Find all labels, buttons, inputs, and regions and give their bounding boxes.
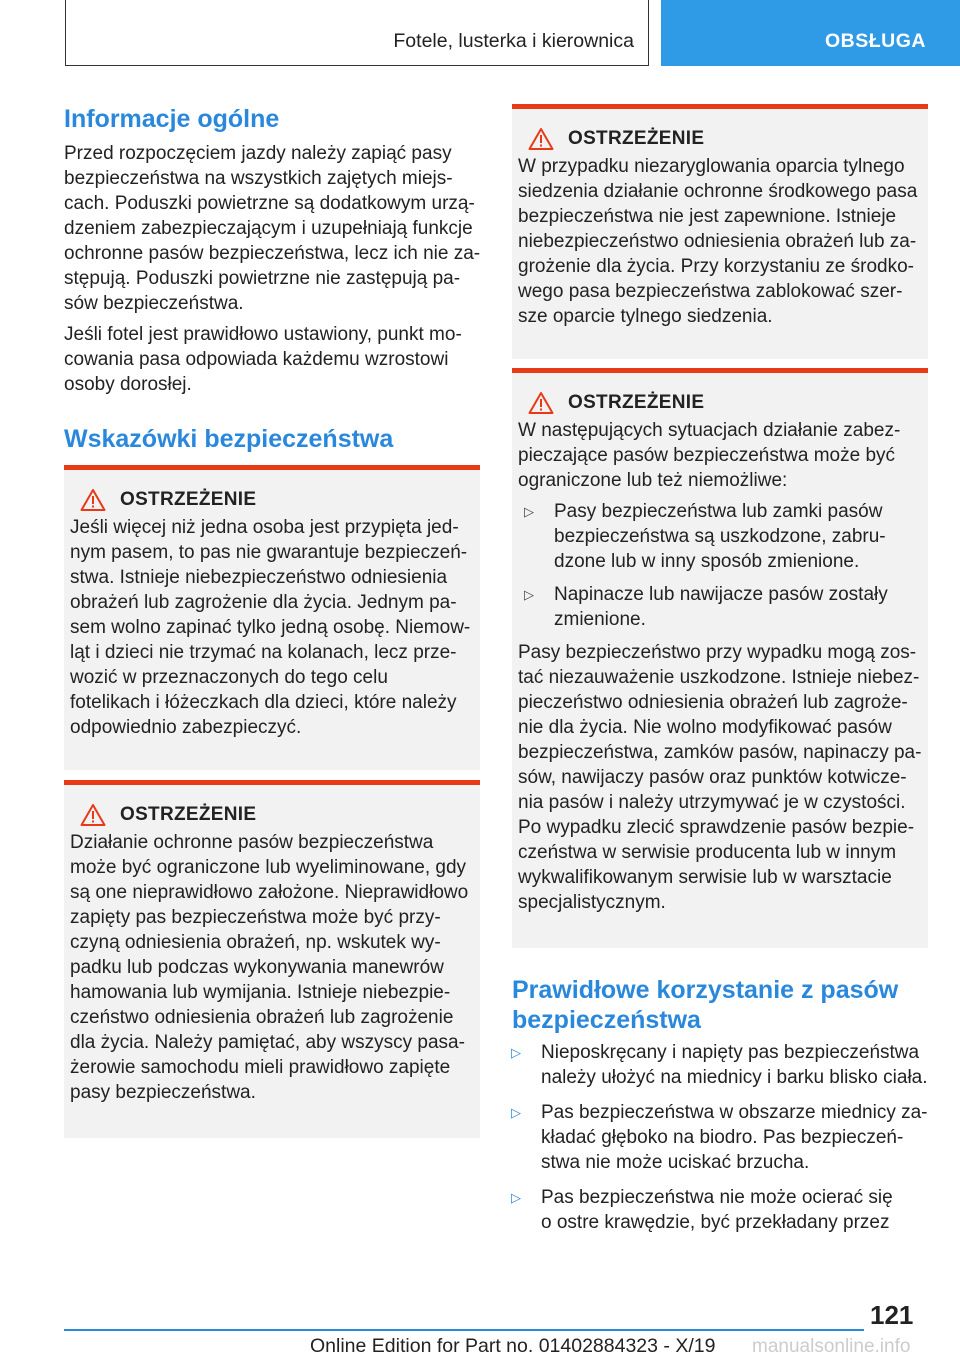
text-line: W następujących sytuacjach działanie zabez‐ xyxy=(518,420,901,441)
text-line: zmienione. xyxy=(554,609,646,630)
heading-prawidlowe-korzystanie xyxy=(512,975,942,1035)
bullet-item xyxy=(518,582,922,632)
usage-bullet-list xyxy=(512,1040,942,1245)
bullet-item xyxy=(518,499,922,574)
text-line: cach. Poduszki powietrzne są dodatkowym urzą‐ xyxy=(64,193,475,214)
text-line: nym pasem, to pas nie gwarantuje bezpieczeń‐ xyxy=(70,542,468,563)
text-line: zapięty pas bezpieczeństwa może być przy‐ xyxy=(70,907,441,928)
text-line: wykwalifikowanym serwisie lub w warsztacie xyxy=(518,867,892,888)
heading-wskazowki: Wskazówki bezpieczeństwa xyxy=(64,425,394,453)
text-line: Napinacze lub nawijacze pasów zostały xyxy=(554,584,888,605)
bullet-triangle-icon: ▷ xyxy=(524,587,534,602)
header-tab-obsluga[interactable] xyxy=(661,0,960,66)
text-line: należy ułożyć na miednicy i barku blisko ciała. xyxy=(541,1067,928,1088)
heading-informacje-ogolne: Informacje ogólne xyxy=(64,105,280,133)
warning-title: OSTRZEŻENIE xyxy=(568,128,705,149)
text-line: ląt i dzieci nie trzymać na kolanach, lecz prze‐ xyxy=(70,642,457,663)
text-line: Po wypadku zlecić sprawdzenie pasów bezpie‐ xyxy=(518,817,915,838)
bullet-item xyxy=(512,1185,942,1235)
text-line: Jeśli fotel jest prawidłowo ustawiony, punkt mo‐ xyxy=(64,324,462,345)
warning-triangle-icon xyxy=(80,803,106,827)
text-line: czeństwo odniesienia obrażeń lub zagrożenie xyxy=(70,1007,454,1028)
text-line: wozić w przeznaczonych do tego celu xyxy=(70,667,388,688)
bullet-triangle-icon: ▷ xyxy=(511,1045,521,1060)
text-line: wego pasa bezpieczeństwa zablokować szer‐ xyxy=(518,281,903,302)
text-line: niebezpieczeństwo odniesienia obrażeń lub za‐ xyxy=(518,231,917,252)
warning-text xyxy=(518,640,922,915)
warning-box-4 xyxy=(512,368,928,948)
text-line: W przypadku niezaryglowania oparcia tylnego xyxy=(518,156,905,177)
text-line: pieczające pasów bezpieczeństwa może być xyxy=(518,445,896,466)
text-line: Działanie ochronne pasów bezpieczeństwa xyxy=(70,832,434,853)
text-line: osoby dorosłej. xyxy=(64,374,192,395)
page-number: 121 xyxy=(870,1300,914,1330)
text-line: czyną odniesienia obrażeń, np. wskutek wy‐ xyxy=(70,932,441,953)
warning-title: OSTRZEŻENIE xyxy=(120,489,257,510)
warning-text xyxy=(70,515,474,740)
text-line: bezpieczeństwa na wszystkich zajętych miejs‐ xyxy=(64,168,453,189)
warning-box-2 xyxy=(64,780,480,1138)
text-line: dzone lub w inny sposób zmienione. xyxy=(554,551,860,572)
text-line: sów, nawijaczy pasów oraz punktów kotwicze‐ xyxy=(518,767,907,788)
text-line: stwa. Istnieje niebezpieczeństwo odniesienia xyxy=(70,567,448,588)
text-line: sem wolno zapinać tylko jedną osobę. Niemow‐ xyxy=(70,617,471,638)
bullet-triangle-icon: ▷ xyxy=(511,1105,521,1120)
text-line: odpowiednio zabezpieczyć. xyxy=(70,717,302,738)
text-line: sów bezpieczeństwa. xyxy=(64,293,244,314)
text-line: kładać głęboko na biodro. Pas bezpieczeń‐ xyxy=(541,1127,904,1148)
text-line: Przed rozpoczęciem jazdy należy zapiąć pasy xyxy=(64,143,452,164)
text-line: bezpieczeństwa są uszkodzone, zabru‐ xyxy=(554,526,886,547)
text-line: Pasy bezpieczeństwo przy wypadku mogą zos‐ xyxy=(518,642,917,663)
header-section-title: Fotele, lusterka i kierownica xyxy=(393,30,634,52)
bullet-item xyxy=(512,1040,942,1090)
text-line: cowania pasa odpowiada każdemu wzrostowi xyxy=(64,349,449,370)
text-line: fotelikach i łóżeczkach dla dzieci, które należy xyxy=(70,692,457,713)
text-line: specjalistycznym. xyxy=(518,892,666,913)
text-line: dzeniem zabezpieczającym i uzupełniają funkcje xyxy=(64,218,473,239)
warning-intro xyxy=(518,418,922,493)
text-line: Pas bezpieczeństwa nie może ocierać się xyxy=(541,1187,893,1208)
warning-text xyxy=(518,154,922,329)
paragraph-seat-anchorage xyxy=(64,322,494,397)
text-line: są one nieprawidłowo założone. Nieprawidłowo xyxy=(70,882,469,903)
text-line: Jeśli więcej niż jedna osoba jest przypięta jed‐ xyxy=(70,517,459,538)
text-line: bezpieczeństwa nie jest zapewnione. Istnieje xyxy=(518,206,897,227)
warning-bullet-list xyxy=(518,499,922,632)
footer-edition: Online Edition for Part no. 01402884323 - X/19 xyxy=(310,1335,716,1357)
text-line: może być ograniczone lub wyeliminowane, gdy xyxy=(70,857,467,878)
text-line: dla życia. Należy pamiętać, aby wszyscy pasa‐ xyxy=(70,1032,465,1053)
warning-triangle-icon xyxy=(528,127,554,151)
text-line: Pas bezpieczeństwa w obszarze miednicy za‐ xyxy=(541,1102,928,1123)
bullet-triangle-icon: ▷ xyxy=(511,1190,521,1205)
text-line: nie dla życia. Nie wolno modyfikować pasów xyxy=(518,717,892,738)
text-line: hamowania lub wymijania. Istnieje niebezpie‐ xyxy=(70,982,451,1003)
text-line: bezpieczeństwa, zamków pasów, napinaczy pa‐ xyxy=(518,742,922,763)
text-line: tać niezauważenie uszkodzone. Istnieje niebez‐ xyxy=(518,667,920,688)
text-line: siedzenia działanie ochronne środkowego pasa xyxy=(518,181,918,202)
text-line: Pasy bezpieczeństwa lub zamki pasów xyxy=(554,501,883,522)
warning-title: OSTRZEŻENIE xyxy=(568,392,705,413)
warning-box-3 xyxy=(512,104,928,359)
text-line: padku lub podczas wykonywania manewrów xyxy=(70,957,444,978)
text-line: ograniczone lub też niemożliwe: xyxy=(518,470,788,491)
warning-text xyxy=(70,830,474,1105)
header-section-frame xyxy=(65,0,649,66)
header-tab-label: OBSŁUGA xyxy=(825,30,926,52)
text-line: o ostre krawędzie, być przekładany przez xyxy=(541,1212,890,1233)
paragraph-general-info xyxy=(64,141,494,316)
footer-watermark: manualsonline.info xyxy=(752,1336,911,1357)
warning-triangle-icon xyxy=(80,488,106,512)
text-line: stępują. Poduszki powietrzne nie zastępują pa‐ xyxy=(64,268,461,289)
text-line: Nieposkręcany i napięty pas bezpieczeństwa xyxy=(541,1042,920,1063)
text-line: stwa nie może uciskać brzucha. xyxy=(541,1152,810,1173)
warning-title: OSTRZEŻENIE xyxy=(120,804,257,825)
text-line: ochronne pasów bezpieczeństwa, lecz ich nie za‐ xyxy=(64,243,481,264)
bullet-item xyxy=(512,1100,942,1175)
text-line: pieczeństwo odniesienia obrażeń lub zagroże‐ xyxy=(518,692,908,713)
text-line: czeństwa w serwisie producenta lub w innym xyxy=(518,842,897,863)
text-line: grożenie dla życia. Przy korzystaniu ze środko‐ xyxy=(518,256,914,277)
text-line: sze oparcie tylnego siedzenia. xyxy=(518,306,773,327)
bullet-triangle-icon: ▷ xyxy=(524,504,534,519)
text-line: żerowie samochodu mieli prawidłowo zapięte xyxy=(70,1057,451,1078)
warning-box-1 xyxy=(64,465,480,770)
text-line: bezpieczeństwa xyxy=(512,1006,701,1034)
text-line: Prawidłowe korzystanie z pasów xyxy=(512,976,899,1004)
warning-triangle-icon xyxy=(528,391,554,415)
text-line: pasy bezpieczeństwa. xyxy=(70,1082,256,1103)
footer-rule xyxy=(64,1329,864,1331)
text-line: nia pasów i należy utrzymywać je w czystości. xyxy=(518,792,906,813)
text-line: obrażeń lub zagrożenie dla życia. Jednym pa‐ xyxy=(70,592,457,613)
